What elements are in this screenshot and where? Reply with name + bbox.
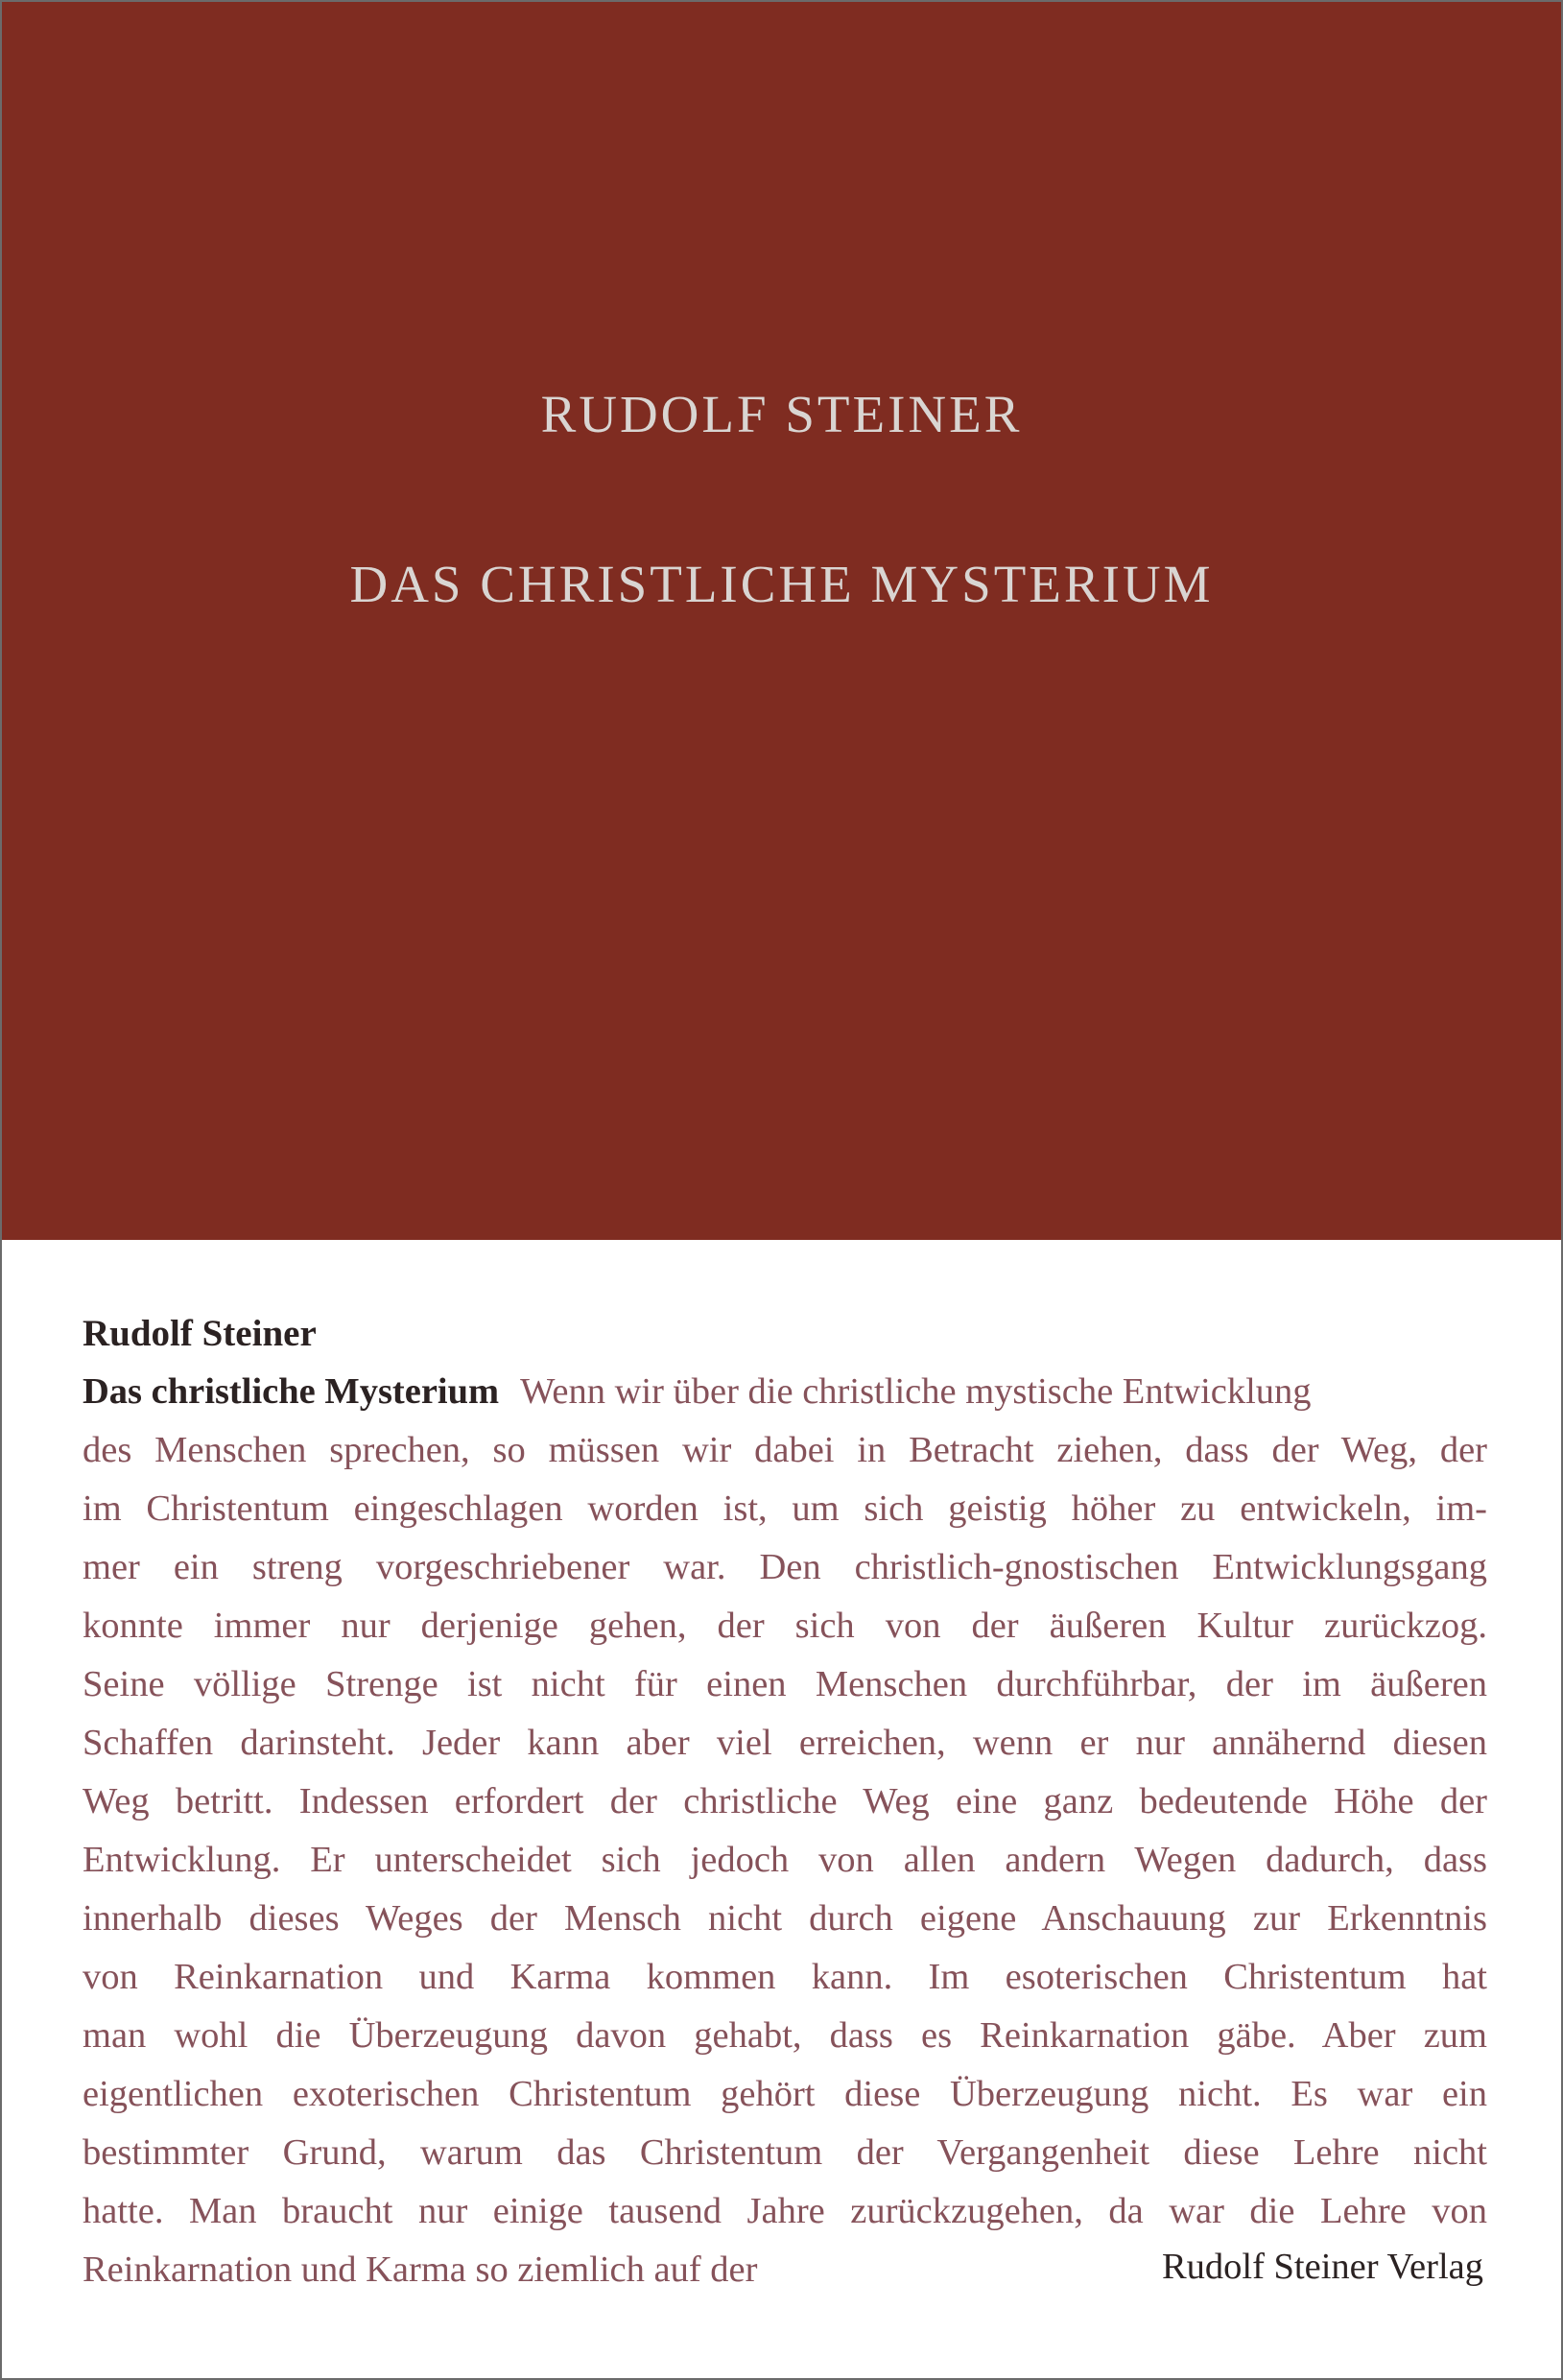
blurb-text-block [83, 1304, 1487, 2299]
blurb-line: man wohl die Überzeugung davon gehabt, dass es Reinkarnation gäbe. Aber zum [83, 2015, 1487, 2056]
blurb-title: Das christliche Mysterium [83, 1371, 500, 1412]
blurb-line: Wenn wir über die christliche mystische Entwicklung [520, 1371, 1312, 1412]
publisher-name: Rudolf Steiner Verlag [1161, 2247, 1483, 2287]
cover-author: RUDOLF STEINER [540, 385, 1023, 443]
blurb-first-line [83, 1363, 1487, 1421]
blurb-line: mer ein streng vorgeschriebener war. Den christlich-gnostischen Entwicklungsgang [83, 1547, 1487, 1587]
blurb-line: eigentlichen exoterischen Christentum gehört diese Überzeugung nicht. Es war ein [83, 2074, 1487, 2114]
blurb-line: Schaffen darinsteht. Jeder kann aber viel erreichen, wenn er nur annähernd diesen [83, 1723, 1487, 1763]
blurb-line: im Christentum eingeschlagen worden ist, um sich geistig höher zu entwickeln, im- [83, 1488, 1487, 1529]
blurb-last-line: Reinkarnation und Karma so ziemlich auf der [83, 2249, 758, 2290]
blurb-line: von Reinkarnation und Karma kommen kann. Im esoterischen Christentum hat [83, 1957, 1487, 1997]
cover-title-panel [2, 2, 1561, 1240]
blurb-line: Seine völlige Strenge ist nicht für einen Menschen durchführbar, der im äußeren [83, 1664, 1487, 1704]
blurb-line: konnte immer nur derjenige gehen, der sich von der äußeren Kultur zurückzog. [83, 1606, 1487, 1646]
cover-title: DAS CHRISTLICHE MYSTERIUM [349, 555, 1214, 613]
blurb-line: bestimmter Grund, warum das Christentum der Vergangenheit diese Lehre nicht [83, 2132, 1487, 2173]
blurb-line: hatte. Man braucht nur einige tausend Jahre zurückzugehen, da war die Lehre von [83, 2191, 1487, 2231]
blurb-line: Weg betritt. Indessen erfordert der christliche Weg eine ganz bedeutende Höhe der [83, 1781, 1487, 1821]
blurb-line: Entwicklung. Er unterscheidet sich jedoch von allen andern Wegen dadurch, dass [83, 1840, 1487, 1880]
blurb-line: des Menschen sprechen, so müssen wir dabei in Betracht ziehen, dass der Weg, der [83, 1430, 1487, 1470]
blurb-line: innerhalb dieses Weges der Mensch nicht durch eigene Anschauung zur Erkenntnis [83, 1898, 1487, 1939]
blurb-author: Rudolf Steiner [83, 1313, 317, 1354]
